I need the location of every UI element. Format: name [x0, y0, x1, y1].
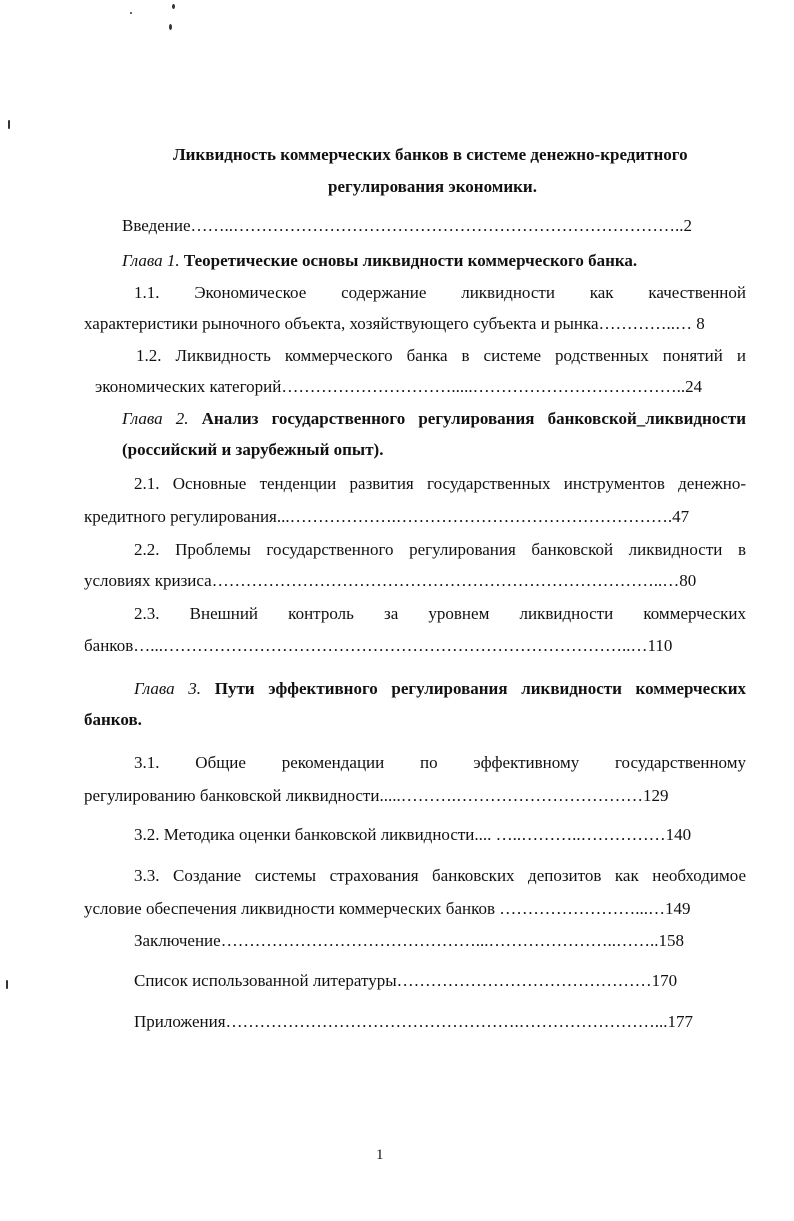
toc-section-2-3-line-1: 2.3. Внешний контроль за уровнем ликвидности коммерческих [134, 604, 746, 623]
scan-speck [130, 12, 132, 14]
toc-section-3-3-line-2: условие обеспечения ликвидности коммерческих банков ……………………...…149 [84, 899, 691, 918]
scan-speck [6, 980, 8, 989]
chapter-2-label: Глава 2. [122, 409, 189, 428]
toc-section-2-2-line-2: условиях кризиса……………………………………………………………………..…80 [84, 571, 697, 590]
toc-section-2-2-line-1: 2.2. Проблемы государственного регулирования банковской ликвидности в [134, 540, 746, 559]
toc-chapter-2-line-2: (российский и зарубежный опыт). [122, 440, 384, 459]
scan-speck [169, 24, 172, 30]
toc-chapter-3-line-2: банков. [84, 710, 142, 729]
document-title-line-2: регулирования экономики. [328, 177, 537, 196]
toc-section-3-1-line-1: 3.1. Общие рекомендации по эффективному государственному [134, 753, 746, 772]
chapter-3-label: Глава 3. [134, 679, 202, 698]
toc-section-2-1-line-1: 2.1. Основные тенденции развития государственных инструментов денежно- [134, 474, 746, 493]
toc-section-1-1-line-1: 1.1. Экономическое содержание ликвидности как качественной [134, 283, 746, 302]
toc-chapter-3-line-1 [134, 679, 746, 699]
page-number: 1 [376, 1147, 384, 1163]
scan-speck [172, 4, 175, 9]
toc-section-1-1-line-2: характеристики рыночного объекта, хозяйствующего субъекта и рынка…………..… 8 [84, 314, 705, 333]
document-title-line-1: Ликвидность коммерческих банков в системе денежно-кредитного [173, 145, 688, 164]
toc-section-3-3-line-1: 3.3. Создание системы страхования банковских депозитов как необходимое [134, 866, 746, 885]
scan-speck [8, 120, 10, 129]
toc-appendices: Приложения…………………………………………….……………………...177 [134, 1012, 694, 1031]
chapter-2-title: Анализ государственного регулирования банковской_ликвидности [201, 409, 746, 428]
toc-section-2-1-line-2: кредитного регулирования...……………….………………………………………….47 [84, 507, 690, 526]
toc-introduction: Введение……..……………………………………………………………………..2 [122, 216, 693, 235]
chapter-3-title: Пути эффективного регулирования ликвидности коммерческих [214, 679, 746, 698]
toc-section-2-3-line-2: банков…...………………………………………………………………………..…110 [84, 636, 673, 655]
toc-section-3-2: 3.2. Методика оценки банковской ликвидности.... …..………..……………140 [134, 825, 692, 844]
toc-section-3-1-line-2: регулированию банковской ликвидности.....……….……………………………129 [84, 786, 669, 805]
toc-conclusion: Заключение………………………………………...…………………..……..158 [134, 931, 684, 950]
toc-section-1-2-line-2: экономических категорий………………………….....………………………………..24 [95, 377, 703, 396]
chapter-1-title: Теоретические основы ликвидности коммерческого банка. [183, 251, 638, 270]
toc-chapter-2-line-1 [122, 409, 746, 429]
toc-section-1-2-line-1: 1.2. Ликвидность коммерческого банка в системе родственных понятий и [136, 346, 746, 365]
chapter-1-label: Глава 1. [122, 251, 180, 270]
toc-references: Список использованной литературы………………………………………170 [134, 971, 678, 990]
toc-chapter-1 [122, 251, 637, 271]
